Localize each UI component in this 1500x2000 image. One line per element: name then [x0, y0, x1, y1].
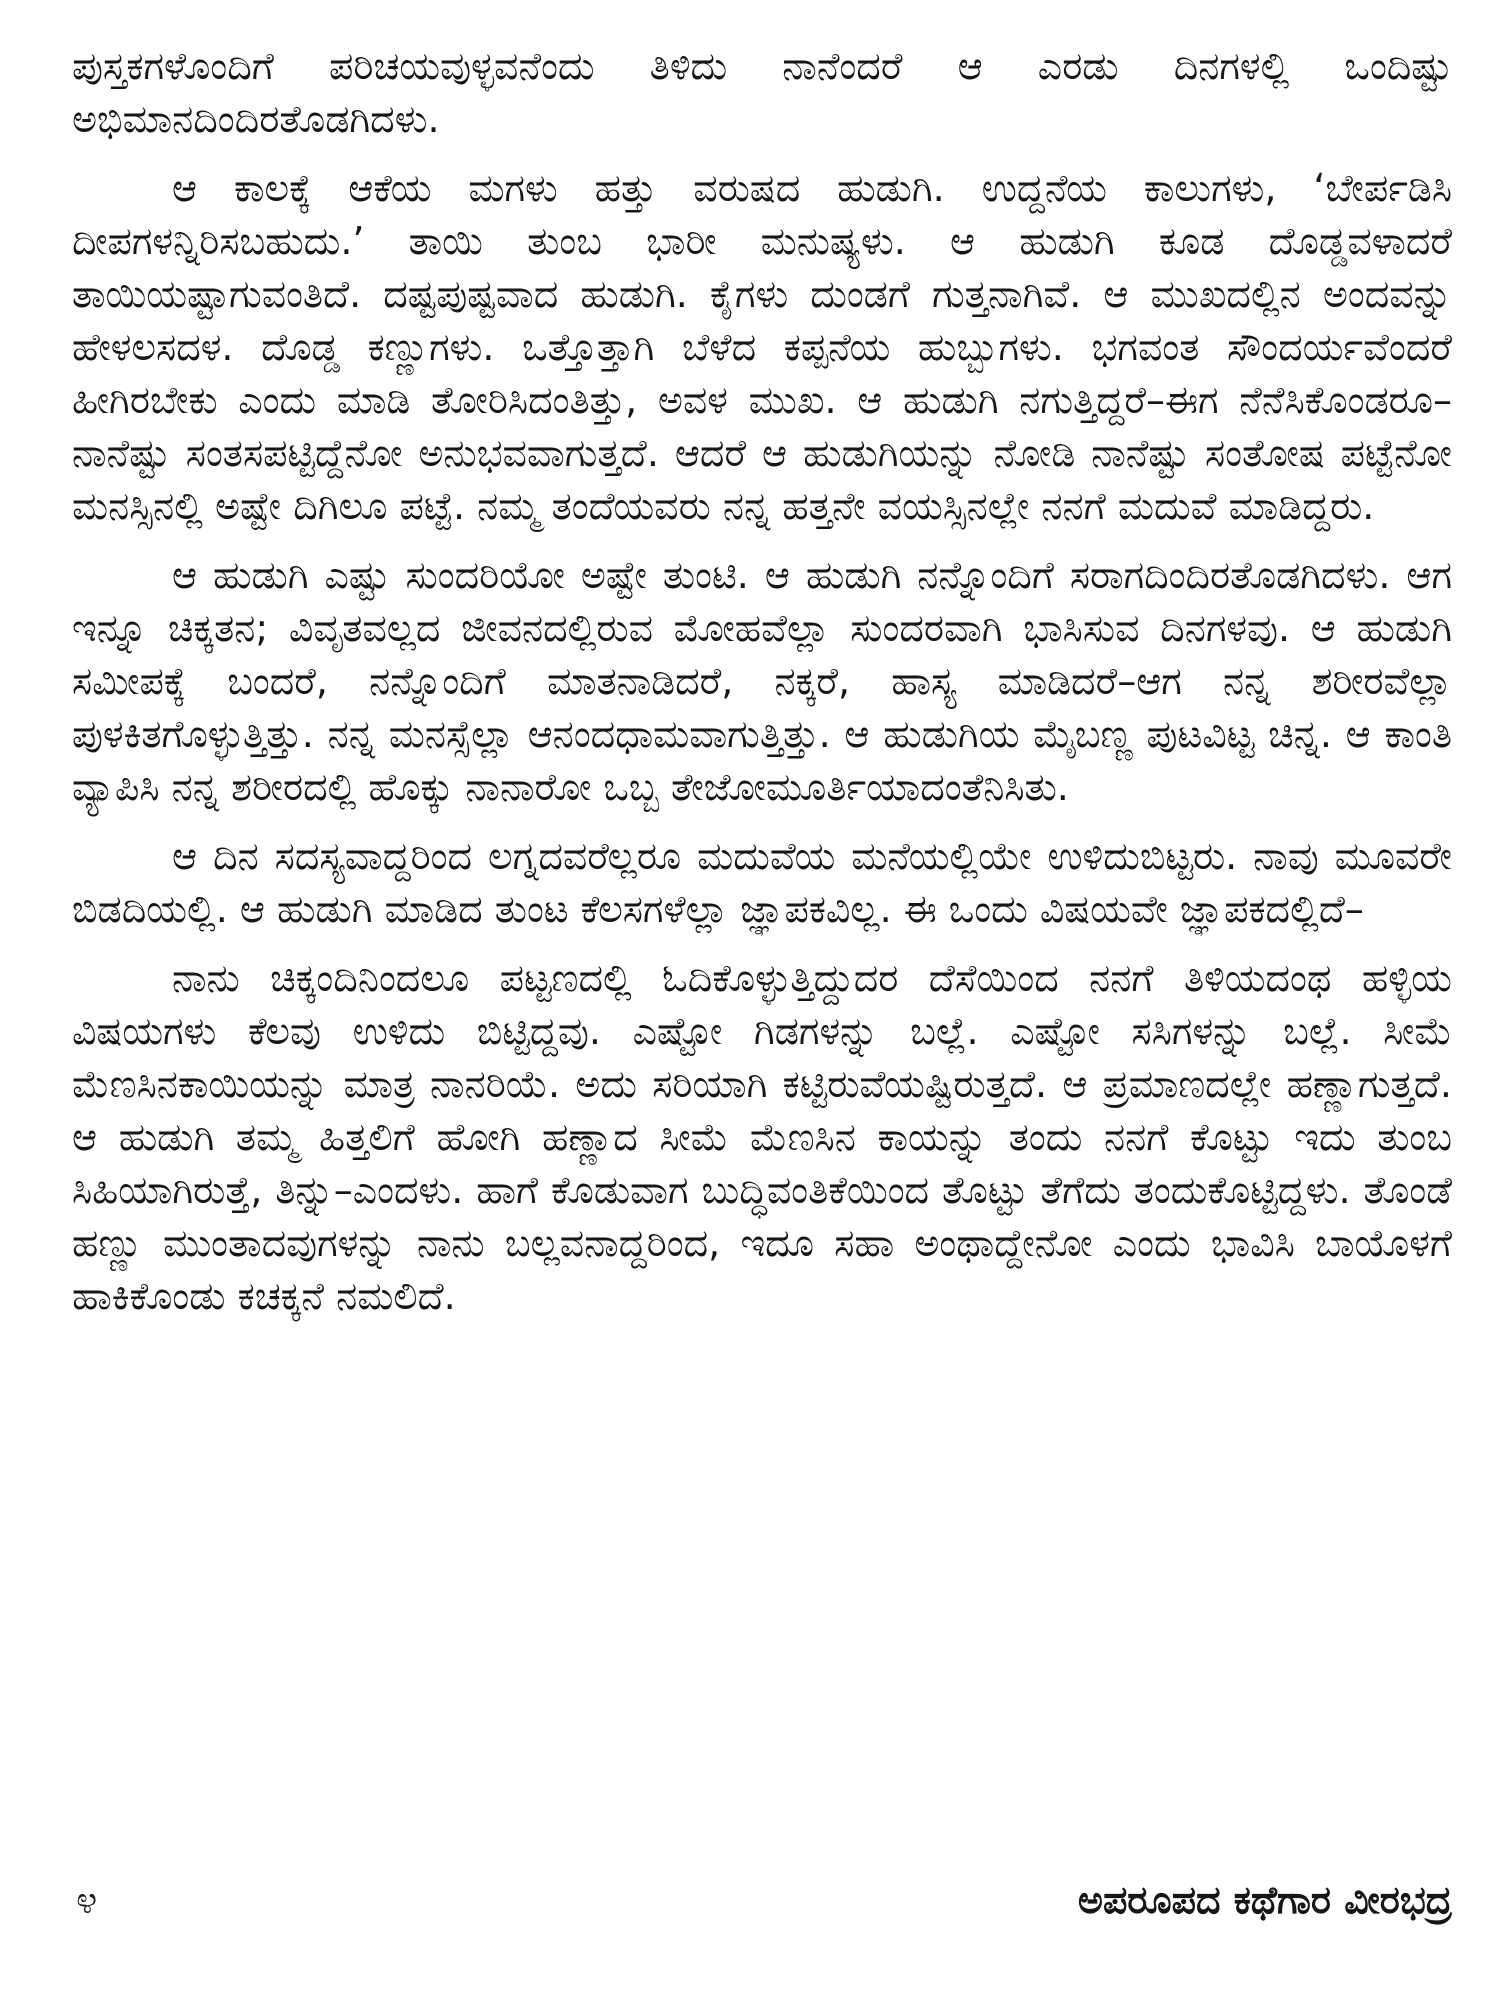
paragraph-3: ಆ ಹುಡುಗಿ ಎಷ್ಟು ಸುಂದರಿಯೋ ಅಷ್ಟೇ ತುಂಟಿ. ಆ ಹುಡುಗಿ ನನ್ನೊಂದಿಗೆ ಸರಾಗದಿಂದಿರತೊಡಗಿದಳು. ಆಗ ಇನ್ನೂ ಚಿಕ್ಕತನ; ವಿವೃತವಲ್ಲದ ಜೀವನದಲ್ಲಿರುವ ಮೋಹವೆಲ್ಲಾ ಸುಂದರವಾಗಿ ಭಾಸಿಸುವ ದಿನಗಳವು. ಆ ಹುಡುಗಿ ಸಮೀಪಕ್ಕೆ ಬಂದರೆ, ನನ್ನೊಂದಿಗೆ ಮಾತನಾಡಿದರೆ, ನಕ್ಕರೆ, ಹಾಸ್ಯ ಮಾಡಿದರೆ–ಆಗ ನನ್ನ ಶರೀರವೆಲ್ಲಾ ಪುಳಕಿತಗೊಳ್ಳುತ್ತಿತ್ತು. ನನ್ನ ಮನಸ್ಸೆಲ್ಲಾ ಆನಂದಧಾಮವಾಗುತ್ತಿತ್ತು. ಆ ಹುಡುಗಿಯ ಮೈಬಣ್ಣ ಪುಟವಿಟ್ಟ ಚಿನ್ನ. ಆ ಕಾಂತಿ ವ್ಯಾಪಿಸಿ ನನ್ನ ಶರೀರದಲ್ಲಿ ಹೊಕ್ಕು ನಾನಾರೋ ಒಬ್ಬ ತೇಜೋಮೂರ್ತಿಯಾದಂತೆನಿಸಿತು.	[72, 553, 1452, 809]
paragraph-5: ನಾನು ಚಿಕ್ಕಂದಿನಿಂದಲೂ ಪಟ್ಟಣದಲ್ಲಿ ಓದಿಕೊಳ್ಳುತ್ತಿದ್ದುದರ ದೆಸೆಯಿಂದ ನನಗೆ ತಿಳಿಯದಂಥ ಹಳ್ಳಿಯ ವಿಷಯಗಳು ಕೆಲವು ಉಳಿದು ಬಿಟ್ಟಿದ್ದವು. ಎಷ್ಟೋ ಗಿಡಗಳನ್ನು ಬಲ್ಲೆ. ಎಷ್ಟೋ ಸಸಿಗಳನ್ನು ಬಲ್ಲೆ. ಸೀಮೆ ಮೆಣಸಿನಕಾಯಿಯನ್ನು ಮಾತ್ರ ನಾನರಿಯೆ. ಅದು ಸರಿಯಾಗಿ ಕಟ್ಟಿರುವೆಯಷ್ಟಿರುತ್ತದೆ. ಆ ಪ್ರಮಾಣದಲ್ಲೇ ಹಣ್ಣಾಗುತ್ತದೆ. ಆ ಹುಡುಗಿ ತಮ್ಮ ಹಿತ್ತಲಿಗೆ ಹೋಗಿ ಹಣ್ಣಾದ ಸೀಮೆ ಮೆಣಸಿನ ಕಾಯನ್ನು ತಂದು ನನಗೆ ಕೊಟ್ಟು ಇದು ತುಂಬ ಸಿಹಿಯಾಗಿರುತ್ತೆ, ತಿನ್ನು–ಎಂದಳು. ಹಾಗೆ ಕೊಡುವಾಗ ಬುದ್ಧಿವಂತಿಕೆಯಿಂದ ತೊಟ್ಟು ತೆಗೆದು ತಂದುಕೊಟ್ಟಿದ್ದಳು. ತೊಂಡೆ ಹಣ್ಣು ಮುಂತಾದವುಗಳನ್ನು ನಾನು ಬಲ್ಲವನಾದ್ದರಿಂದ, ಇದೂ ಸಹಾ ಅಂಥಾದ್ದೇನೋ ಎಂದು ಭಾವಿಸಿ ಬಾಯೊಳಗೆ ಹಾಕಿಕೊಂಡು ಕಚಕ್ಕನೆ ನಮಲಿದೆ.	[72, 956, 1452, 1318]
running-title: ಅಪರೂಪದ ಕಥೆಗಾರ ವೀರಭದ್ರ	[1077, 1878, 1452, 1922]
paragraph-2: ಆ ಕಾಲಕ್ಕೆ ಆಕೆಯ ಮಗಳು ಹತ್ತು ವರುಷದ ಹುಡುಗಿ. ಉದ್ದನೆಯ ಕಾಲುಗಳು, ‘ಬೇರ್ಪಡಿಸಿ ದೀಪಗಳನ್ನಿರಿಸಬಹುದು.’ ತಾಯಿ ತುಂಬ ಭಾರೀ ಮನುಷ್ಯಳು. ಆ ಹುಡುಗಿ ಕೂಡ ದೊಡ್ಡವಳಾದರೆ ತಾಯಿಯಷ್ಟಾಗುವಂತಿದೆ. ದಷ್ಟಪುಷ್ಟವಾದ ಹುಡುಗಿ. ಕೈಗಳು ದುಂಡಗೆ ಗುತ್ತನಾಗಿವೆ. ಆ ಮುಖದಲ್ಲಿನ ಅಂದವನ್ನು ಹೇಳಲಸದಳ. ದೊಡ್ಡ ಕಣ್ಣುಗಳು. ಒತ್ತೊತ್ತಾಗಿ ಬೆಳೆದ ಕಪ್ಪನೆಯ ಹುಬ್ಬುಗಳು. ಭಗವಂತ ಸೌಂದರ್ಯವೆಂದರೆ ಹೀಗಿರಬೇಕು ಎಂದು ಮಾಡಿ ತೋರಿಸಿದಂತಿತ್ತು, ಅವಳ ಮುಖ. ಆ ಹುಡುಗಿ ನಗುತ್ತಿದ್ದರೆ–ಈಗ ನೆನೆಸಿಕೊಂಡರೂ– ನಾನೆಷ್ಟು ಸಂತಸಪಟ್ಟಿದ್ದೆನೋ ಅನುಭವವಾಗುತ್ತದೆ. ಆದರೆ ಆ ಹುಡುಗಿಯನ್ನು ನೋಡಿ ನಾನೆಷ್ಟು ಸಂತೋಷ ಪಟ್ಟೆನೋ ಮನಸ್ಸಿನಲ್ಲಿ ಅಷ್ಟೇ ದಿಗಿಲೂ ಪಟ್ಟೆ. ನಮ್ಮ ತಂದೆಯವರು ನನ್ನ ಹತ್ತನೇ ವಯಸ್ಸಿನಲ್ಲೇ ನನಗೆ ಮದುವೆ ಮಾಡಿದ್ದರು.	[72, 166, 1452, 528]
page-footer	[72, 1875, 1452, 1925]
page-number: ೪	[76, 1878, 98, 1922]
paragraph-1: ಪುಸ್ತಕಗಳೊಂದಿಗೆ ಪರಿಚಯವುಳ್ಳವನೆಂದು ತಿಳಿದು ನಾನೆಂದರೆ ಆ ಎರಡು ದಿನಗಳಲ್ಲಿ ಒಂದಿಷ್ಟು ಅಭಿಮಾನದಿಂದಿರತೊಡಗಿದಳು.	[72, 44, 1452, 141]
paragraph-4: ಆ ದಿನ ಸದಸ್ಯವಾದ್ದರಿಂದ ಲಗ್ನದವರೆಲ್ಲರೂ ಮದುವೆಯ ಮನೆಯಲ್ಲಿಯೇ ಉಳಿದುಬಿಟ್ಟರು. ನಾವು ಮೂವರೇ ಬಿಡದಿಯಲ್ಲಿ. ಆ ಹುಡುಗಿ ಮಾಡಿದ ತುಂಟ ಕೆಲಸಗಳೆಲ್ಲಾ ಜ್ಞಾಪಕವಿಲ್ಲ. ಈ ಒಂದು ವಿಷಯವೇ ಜ್ಞಾಪಕದಲ್ಲಿದೆ–	[72, 834, 1452, 931]
book-page	[72, 40, 1452, 1960]
